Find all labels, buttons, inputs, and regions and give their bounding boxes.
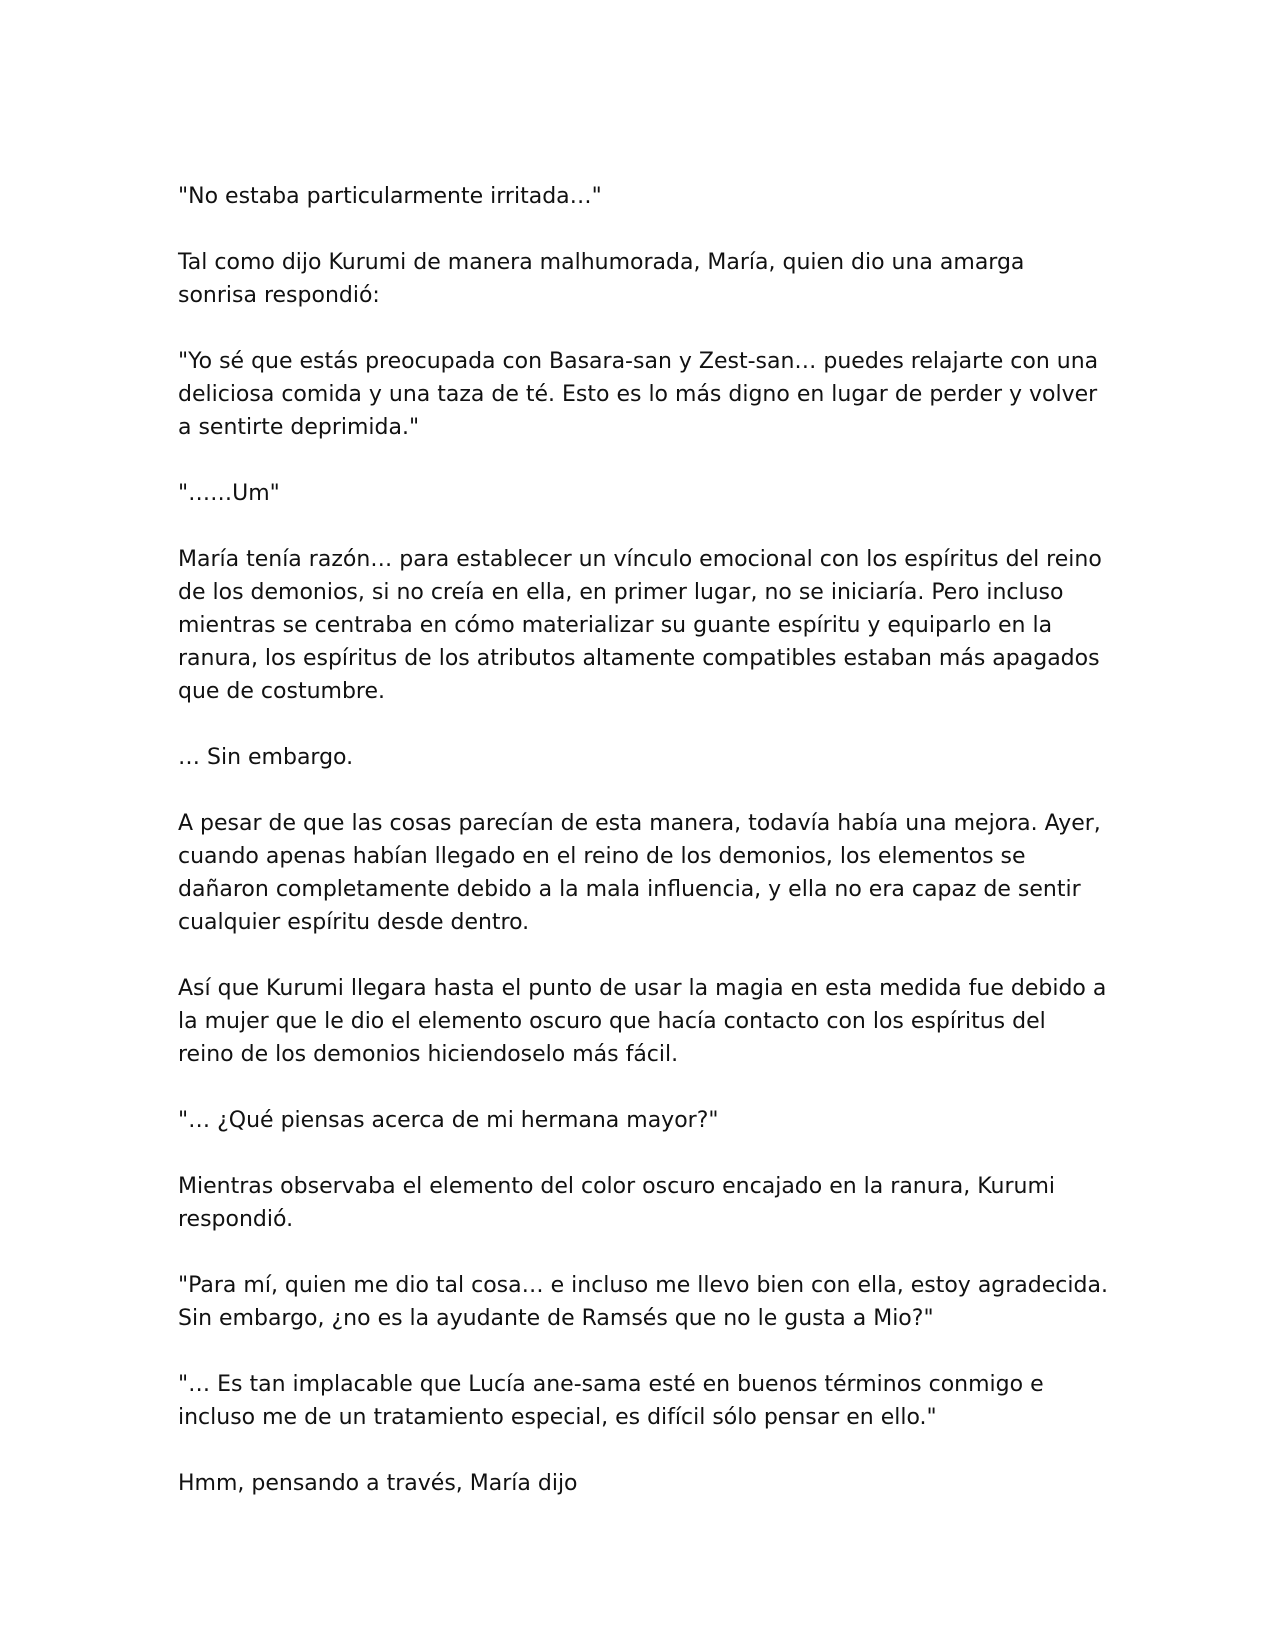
- paragraph: "Yo sé que estás preocupada con Basara-san y Zest-san… puedes relajarte con una deliciosa comida y una taza de té. Esto es lo más digno en lugar de perder y volver a sentirte deprimida.": [178, 349, 1099, 440]
- paragraph: Tal como dijo Kurumi de manera malhumorada, María, quien dio una amarga sonrisa respondió:: [178, 250, 1025, 308]
- paragraph: Hmm, pensando a través, María dijo: [178, 1471, 578, 1496]
- paragraph: Mientras observaba el elemento del color oscuro encajado en la ranura, Kurumi respondió.: [178, 1174, 1056, 1232]
- paragraph: "… Es tan implacable que Lucía ane-sama esté en buenos términos conmigo e incluso me de un tratamiento especial, es difícil sólo pensar en ello.": [178, 1372, 1044, 1430]
- paragraph: … Sin embargo.: [178, 745, 354, 770]
- paragraph: "Para mí, quien me dio tal cosa… e incluso me llevo bien con ella, estoy agradecida. Sin embargo, ¿no es la ayudante de Ramsés que no le gusta a Mio?": [178, 1273, 1108, 1331]
- paragraph: María tenía razón… para establecer un vínculo emocional con los espíritus del reino de los demonios, si no creía en ella, en primer lugar, no se iniciaría. Pero incluso mientras se centraba en cómo materializar su guante espíritu y equiparlo en la ranura, los espíritus de los atributos altamente compatibles estaban más apagados que de costumbre.: [178, 547, 1102, 704]
- paragraph: A pesar de que las cosas parecían de esta manera, todavía había una mejora. Ayer, cuando apenas habían llegado en el reino de los demonios, los elementos se dañaron completamente debido a la mala influencia, y ella no era capaz de sentir cualquier espíritu desde dentro.: [178, 811, 1101, 935]
- document-page: [178, 180, 1108, 1500]
- paragraph: "No estaba particularmente irritada…": [178, 184, 602, 209]
- paragraph: "……Um": [178, 481, 280, 506]
- paragraph: "… ¿Qué piensas acerca de mi hermana mayor?": [178, 1108, 719, 1133]
- paragraph: Así que Kurumi llegara hasta el punto de usar la magia en esta medida fue debido a la mujer que le dio el elemento oscuro que hacía contacto con los espíritus del reino de los demonios hiciendoselo más fácil.: [178, 976, 1107, 1067]
